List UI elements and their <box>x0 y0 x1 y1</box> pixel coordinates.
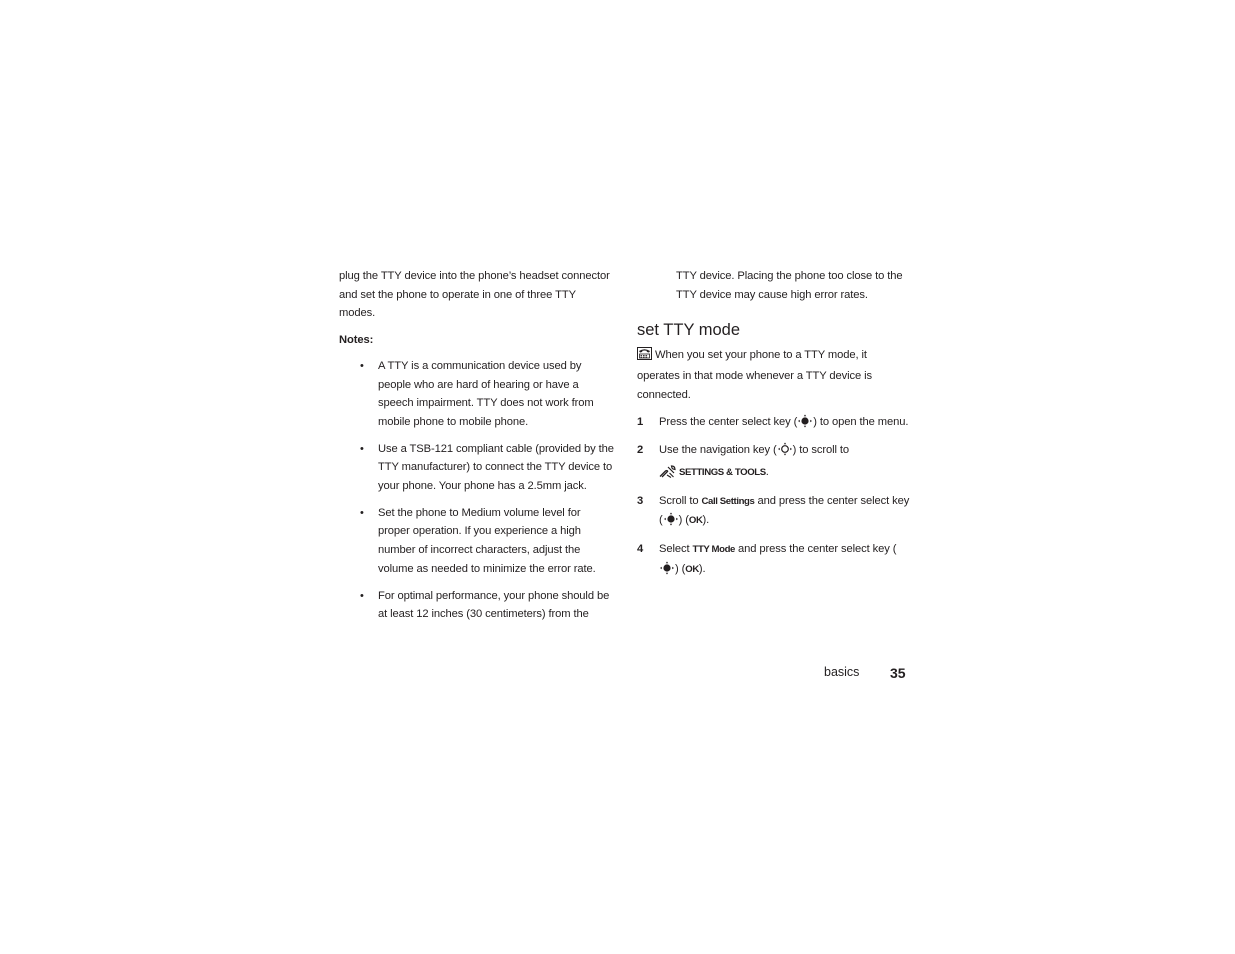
steps-list <box>637 413 912 582</box>
section-intro-text: When you set your phone to a TTY mode, it operates in that mode whenever a TTY device is connected. <box>637 349 873 401</box>
navigation-key-icon <box>777 442 793 463</box>
step-text: ). <box>702 514 710 527</box>
step-text: and press the center select key ( <box>734 543 897 556</box>
center-select-key-icon <box>659 561 675 582</box>
list-item <box>637 540 912 581</box>
list-item <box>339 440 614 496</box>
step-number: 2 <box>637 444 644 457</box>
settings-tools-label: SETTINGS & TOOLS <box>679 466 766 478</box>
step-number: 1 <box>637 415 644 428</box>
bullet-icon: • <box>360 589 364 602</box>
step-text: Use the navigation key ( <box>659 444 777 457</box>
note-text: Set the phone to Medium volume level for proper operation. If you experience a high number of incorrect characters, adjust the volume as needed to minimize the error rate. <box>378 506 596 575</box>
continuation-text: TTY device. Placing the phone too close to the TTY device may cause high error rates. <box>676 270 903 301</box>
left-column <box>339 267 614 632</box>
ok-label: OK <box>688 515 703 527</box>
bullet-icon: • <box>360 359 364 372</box>
step-number: 4 <box>637 543 644 556</box>
list-item <box>339 504 614 579</box>
step-text: and press the center select key ( <box>659 494 910 527</box>
call-settings-label: Call Settings <box>701 495 755 507</box>
ok-label: OK <box>685 563 699 575</box>
step-text: . <box>765 465 769 478</box>
right-column <box>637 267 912 588</box>
step-text: ). <box>698 562 706 575</box>
section-intro <box>637 346 912 404</box>
tty-feature-icon <box>637 347 652 367</box>
center-select-key-icon <box>797 414 813 435</box>
intro-paragraph: plug the TTY device into the phone’s headset connector and set the phone to operate in one of three TTY modes. <box>339 270 610 320</box>
page-number: 35 <box>890 665 906 681</box>
footer-section-label: basics <box>824 665 860 679</box>
notes-heading: Notes: <box>339 334 374 347</box>
list-item <box>637 492 912 533</box>
step-text: ) ( <box>675 562 686 575</box>
list-item <box>637 413 912 435</box>
step-number: 3 <box>637 494 644 507</box>
notes-list <box>339 357 614 624</box>
step-text: Scroll to <box>659 494 702 507</box>
step-text: ) to open the menu. <box>813 415 909 428</box>
center-select-key-icon <box>663 512 679 533</box>
step-text: ) ( <box>678 514 689 527</box>
bullet-icon: • <box>360 442 364 455</box>
section-heading: set TTY mode <box>637 321 741 340</box>
list-item <box>339 587 614 624</box>
bullet-icon: • <box>360 506 364 519</box>
step-text: Select <box>659 543 693 556</box>
note-text: A TTY is a communication device used by people who are hard of hearing or have a speech impairment. TTY does not work from mobile phone to mobile phone. <box>378 359 594 428</box>
list-item <box>339 357 614 432</box>
list-item <box>637 441 912 484</box>
settings-tools-icon <box>659 465 676 485</box>
note-text: For optimal performance, your phone should be at least 12 inches (30 centimeters) from the <box>378 589 610 621</box>
note-text: Use a TSB-121 compliant cable (provided by the TTY manufacturer) to connect the TTY device to your phone. Your phone has a 2.5mm jack. <box>378 442 614 493</box>
tty-mode-label: TTY Mode <box>692 544 735 556</box>
step-text: Press the center select key ( <box>659 415 798 428</box>
step-text: ) to scroll to <box>792 444 850 457</box>
